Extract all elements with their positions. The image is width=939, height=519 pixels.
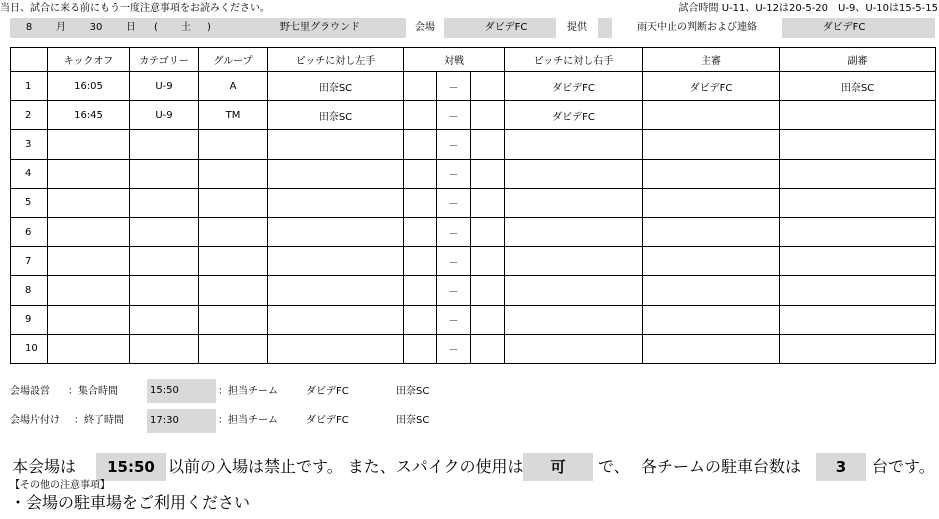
paren-close: ) bbox=[207, 22, 211, 33]
assistant-cell bbox=[780, 247, 936, 276]
col-header-assistant: 副審 bbox=[780, 48, 936, 72]
rule-text-1: 本会場は bbox=[12, 457, 77, 476]
cleanup-team-2: 田奈SC bbox=[396, 415, 430, 426]
table-row bbox=[11, 159, 936, 188]
vs-dash-cell: － bbox=[437, 159, 471, 188]
category-cell bbox=[130, 247, 199, 276]
left-team-cell bbox=[268, 305, 404, 334]
kickoff-cell bbox=[48, 130, 130, 159]
right-team-cell bbox=[505, 218, 643, 247]
provider-label: 提供 bbox=[556, 18, 598, 38]
assistant-cell bbox=[780, 130, 936, 159]
row-number: 1 bbox=[11, 72, 48, 101]
weekday-value: 土 bbox=[181, 22, 191, 33]
left-score-cell bbox=[404, 159, 437, 188]
category-cell bbox=[130, 218, 199, 247]
group-cell bbox=[199, 247, 268, 276]
assistant-cell bbox=[780, 305, 936, 334]
left-score-cell bbox=[404, 276, 437, 305]
right-score-cell bbox=[471, 276, 505, 305]
vs-dash-cell: － bbox=[437, 247, 471, 276]
left-team-cell bbox=[268, 247, 404, 276]
row-number: 4 bbox=[11, 159, 48, 188]
category-cell bbox=[130, 276, 199, 305]
group-cell bbox=[199, 334, 268, 363]
right-score-cell bbox=[471, 130, 505, 159]
referee-cell bbox=[643, 305, 780, 334]
right-score-cell bbox=[471, 72, 505, 101]
left-score-cell bbox=[404, 218, 437, 247]
referee-cell bbox=[643, 159, 780, 188]
category-cell bbox=[130, 188, 199, 217]
rule-text-3: で、 bbox=[598, 457, 630, 476]
table-row bbox=[11, 247, 936, 276]
right-team-cell bbox=[505, 334, 643, 363]
group-cell bbox=[199, 276, 268, 305]
row-number: 6 bbox=[11, 218, 48, 247]
vs-dash-cell: － bbox=[437, 101, 471, 130]
rule-text-2: 以前の入場は禁止です。 また、スパイクの使用は bbox=[168, 457, 524, 476]
left-team-cell bbox=[268, 159, 404, 188]
cleanup-label: 会場片付け bbox=[10, 415, 60, 426]
assistant-cell bbox=[780, 276, 936, 305]
category-cell: U-9 bbox=[130, 101, 199, 130]
category-cell bbox=[130, 130, 199, 159]
month-unit: 月 bbox=[56, 22, 66, 33]
right-team-cell bbox=[505, 188, 643, 217]
right-team-cell: ダビデFC bbox=[505, 72, 643, 101]
kickoff-cell bbox=[48, 334, 130, 363]
kickoff-cell bbox=[48, 276, 130, 305]
cleanup-time: 17:30 bbox=[147, 409, 216, 433]
table-row bbox=[11, 276, 936, 305]
setup-label: 会場設営 bbox=[10, 386, 50, 397]
assistant-cell bbox=[780, 188, 936, 217]
right-team-cell: ダビデFC bbox=[505, 101, 643, 130]
col-header-group: グループ bbox=[199, 48, 268, 72]
kickoff-cell: 16:45 bbox=[48, 101, 130, 130]
spikes-value: 可 bbox=[523, 453, 593, 481]
cleanup-time-label: ：終了時間 bbox=[74, 415, 124, 426]
left-score-cell bbox=[404, 334, 437, 363]
left-team-cell bbox=[268, 130, 404, 159]
kickoff-cell bbox=[48, 218, 130, 247]
right-score-cell bbox=[471, 305, 505, 334]
left-team-cell bbox=[268, 218, 404, 247]
month-value: 8 bbox=[25, 22, 33, 33]
vs-dash-cell: － bbox=[437, 188, 471, 217]
entry-time-value: 15:50 bbox=[96, 453, 166, 481]
row-number: 2 bbox=[11, 101, 48, 130]
group-cell bbox=[199, 305, 268, 334]
category-cell bbox=[130, 159, 199, 188]
table-row bbox=[11, 72, 936, 101]
table-row bbox=[11, 334, 936, 363]
venue-name: 野七里グラウンド bbox=[280, 22, 360, 33]
rule-text-4: 各チームの駐車台数は bbox=[641, 457, 802, 476]
right-score-cell bbox=[471, 334, 505, 363]
row-number: 7 bbox=[11, 247, 48, 276]
col-header-right-team: ピッチに対し右手 bbox=[505, 48, 643, 72]
right-team-cell bbox=[505, 159, 643, 188]
left-team-cell bbox=[268, 334, 404, 363]
right-score-cell bbox=[471, 159, 505, 188]
col-header-category: カテゴリー bbox=[130, 48, 199, 72]
other-note-item: ・会場の駐車場をご利用ください bbox=[10, 493, 251, 512]
row-number: 5 bbox=[11, 188, 48, 217]
kickoff-cell bbox=[48, 247, 130, 276]
other-notes-title: 【その他の注意事項】 bbox=[10, 480, 110, 491]
left-score-cell bbox=[404, 101, 437, 130]
left-team-cell bbox=[268, 188, 404, 217]
cleanup-team-label: ：担当チーム bbox=[218, 415, 278, 426]
category-cell bbox=[130, 334, 199, 363]
kickoff-cell bbox=[48, 305, 130, 334]
rain-contact: ダビデFC bbox=[822, 22, 866, 33]
referee-cell bbox=[643, 101, 780, 130]
setup-time-label: ：集合時間 bbox=[68, 386, 118, 397]
left-score-cell bbox=[404, 188, 437, 217]
match-time-note: 試合時間 U-11、U-12は20-5-20 U-9、U-10は15-5-15 bbox=[678, 3, 938, 14]
row-number: 8 bbox=[11, 276, 48, 305]
referee-cell bbox=[643, 130, 780, 159]
group-cell bbox=[199, 188, 268, 217]
table-header-row bbox=[11, 48, 936, 72]
vs-dash-cell: － bbox=[437, 334, 471, 363]
rain-label: 雨天中止の判断および連絡 bbox=[612, 18, 782, 38]
assistant-cell: 田奈SC bbox=[780, 72, 936, 101]
venue-label: 会場 bbox=[406, 18, 444, 38]
right-team-cell bbox=[505, 276, 643, 305]
vs-dash-cell: － bbox=[437, 72, 471, 101]
assistant-cell bbox=[780, 159, 936, 188]
col-header-referee: 主審 bbox=[643, 48, 780, 72]
group-cell: TM bbox=[199, 101, 268, 130]
paren-open: ( bbox=[154, 22, 158, 33]
col-header-left-team: ピッチに対し左手 bbox=[268, 48, 404, 72]
kickoff-cell bbox=[48, 159, 130, 188]
vs-dash-cell: － bbox=[437, 130, 471, 159]
group-cell bbox=[199, 159, 268, 188]
row-number: 10 bbox=[11, 334, 48, 363]
category-cell: U-9 bbox=[130, 72, 199, 101]
group-cell bbox=[199, 130, 268, 159]
group-cell: A bbox=[199, 72, 268, 101]
col-header-no bbox=[11, 48, 48, 72]
day-value: 30 bbox=[89, 22, 103, 33]
setup-team-1: ダビデFC bbox=[306, 386, 349, 397]
right-score-cell bbox=[471, 101, 505, 130]
col-header-match: 対戦 bbox=[404, 48, 505, 72]
table-row bbox=[11, 188, 936, 217]
notice-text: 当日、試合に来る前にもう一度注意事項をお読みください。 bbox=[0, 3, 270, 14]
setup-team-label: ：担当チーム bbox=[218, 386, 278, 397]
left-score-cell bbox=[404, 130, 437, 159]
left-team-cell: 田奈SC bbox=[268, 72, 404, 101]
left-team-cell: 田奈SC bbox=[268, 101, 404, 130]
group-cell bbox=[199, 218, 268, 247]
right-team-cell bbox=[505, 130, 643, 159]
cleanup-team-1: ダビデFC bbox=[306, 415, 349, 426]
parking-value: 3 bbox=[816, 453, 866, 481]
rule-text-5: 台です。 bbox=[872, 457, 935, 476]
referee-cell bbox=[643, 188, 780, 217]
right-team-cell bbox=[505, 247, 643, 276]
category-cell bbox=[130, 305, 199, 334]
row-number: 9 bbox=[11, 305, 48, 334]
table-row bbox=[11, 130, 936, 159]
table-row bbox=[11, 305, 936, 334]
referee-cell bbox=[643, 247, 780, 276]
referee-cell bbox=[643, 334, 780, 363]
table-row bbox=[11, 218, 936, 247]
provider-name: ダビデFC bbox=[484, 22, 528, 33]
left-score-cell bbox=[404, 305, 437, 334]
assistant-cell bbox=[780, 218, 936, 247]
referee-cell bbox=[643, 218, 780, 247]
setup-team-2: 田奈SC bbox=[396, 386, 430, 397]
right-score-cell bbox=[471, 188, 505, 217]
col-header-kickoff: キックオフ bbox=[48, 48, 130, 72]
left-score-cell bbox=[404, 72, 437, 101]
kickoff-cell: 16:05 bbox=[48, 72, 130, 101]
assistant-cell bbox=[780, 101, 936, 130]
left-score-cell bbox=[404, 247, 437, 276]
kickoff-cell bbox=[48, 188, 130, 217]
table-row bbox=[11, 101, 936, 130]
vs-dash-cell: － bbox=[437, 218, 471, 247]
right-score-cell bbox=[471, 247, 505, 276]
vs-dash-cell: － bbox=[437, 276, 471, 305]
setup-time: 15:50 bbox=[147, 379, 216, 403]
referee-cell bbox=[643, 276, 780, 305]
right-team-cell bbox=[505, 305, 643, 334]
right-score-cell bbox=[471, 218, 505, 247]
day-unit: 日 bbox=[126, 22, 136, 33]
match-schedule-table bbox=[10, 47, 936, 364]
vs-dash-cell: － bbox=[437, 305, 471, 334]
row-number: 3 bbox=[11, 130, 48, 159]
assistant-cell bbox=[780, 334, 936, 363]
referee-cell: ダビデFC bbox=[643, 72, 780, 101]
left-team-cell bbox=[268, 276, 404, 305]
